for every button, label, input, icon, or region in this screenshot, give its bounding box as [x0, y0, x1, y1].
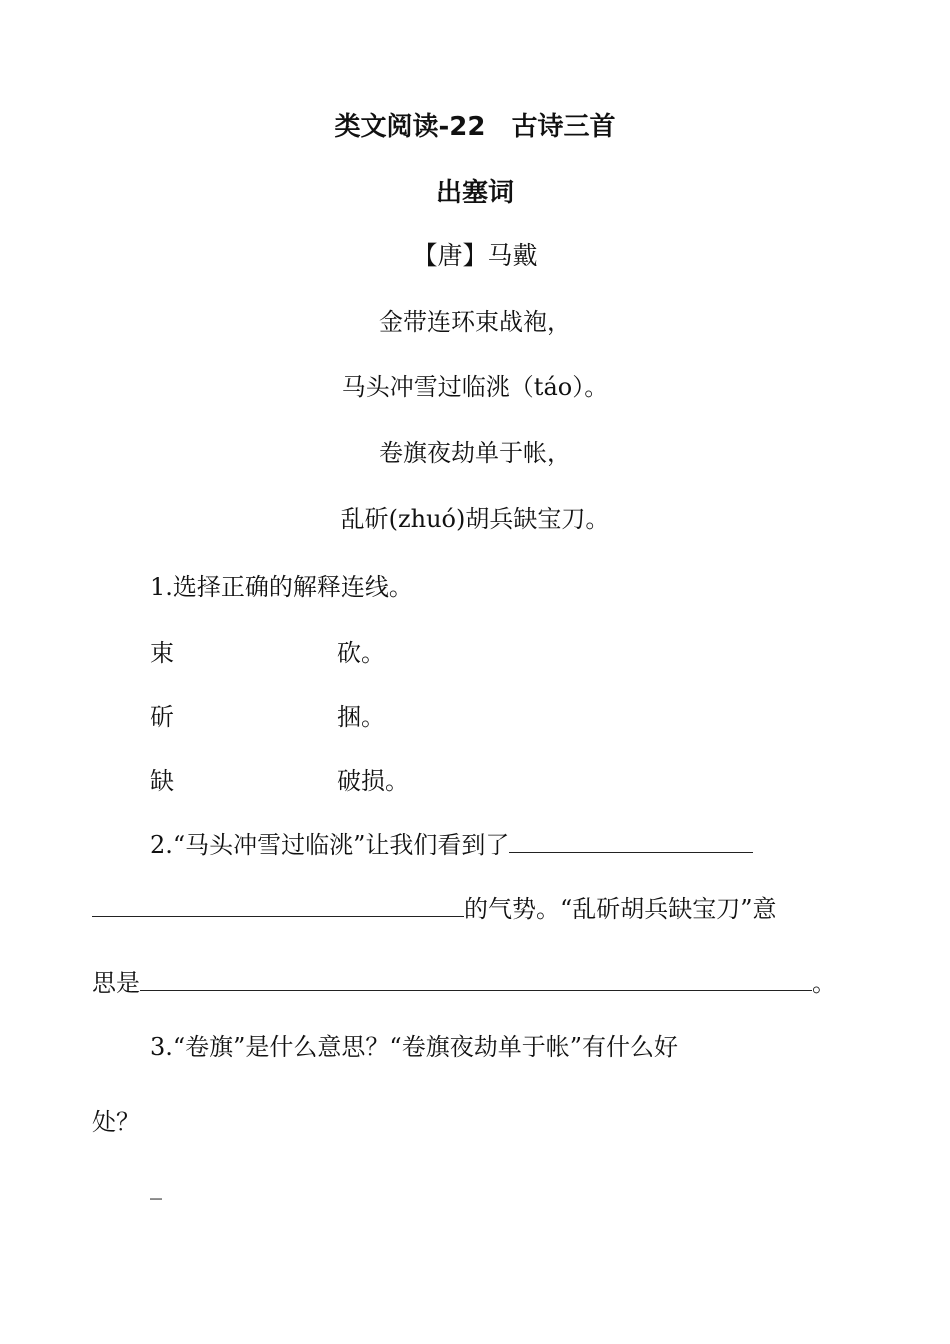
page-title: 类文阅读-22 古诗三首 — [334, 112, 616, 142]
question-2-line-2 — [92, 889, 777, 924]
question-2-line-3 — [92, 963, 836, 998]
match-left-3[interactable]: 缺 — [150, 767, 174, 795]
poem-title: 出塞词 — [435, 178, 514, 208]
match-right-1[interactable]: 砍。 — [337, 639, 385, 667]
poem-line-1: 金带连环束战袍， — [379, 308, 571, 336]
match-right-3[interactable]: 破损。 — [337, 767, 409, 795]
match-left-1[interactable]: 束 — [150, 639, 174, 667]
question-2-text-2: 的气势。“乱斫胡兵缺宝刀”意 — [464, 895, 777, 923]
match-left-2[interactable]: 斫 — [150, 703, 174, 731]
answer-blank-1[interactable] — [509, 828, 753, 853]
poem-line-3: 卷旗夜劫单于帐， — [379, 439, 571, 467]
answer-blank-2[interactable] — [92, 892, 464, 917]
question-2-end: 。 — [812, 969, 836, 997]
answer-line-marker[interactable]: _ — [150, 1172, 162, 1200]
match-right-2[interactable]: 捆。 — [337, 703, 385, 731]
poem-line-4: 乱斫(zhuó)胡兵缺宝刀。 — [340, 505, 610, 533]
question-1-prompt: 1.选择正确的解释连线。 — [150, 573, 413, 601]
question-2-text-1: 2.“马头冲雪过临洮”让我们看到了 — [150, 831, 510, 859]
question-2-line-1 — [150, 825, 753, 860]
question-3-line-1: 3.“卷旗”是什么意思？“卷旗夜劫单于帐”有什么好 — [150, 1033, 678, 1061]
question-2-text-3: 思是 — [92, 969, 140, 997]
question-3-line-2: 处？ — [92, 1108, 140, 1136]
poem-author: 【唐】马戴 — [412, 241, 538, 270]
answer-blank-3[interactable] — [140, 966, 812, 991]
poem-line-2: 马头冲雪过临洮（táo）。 — [341, 373, 609, 401]
